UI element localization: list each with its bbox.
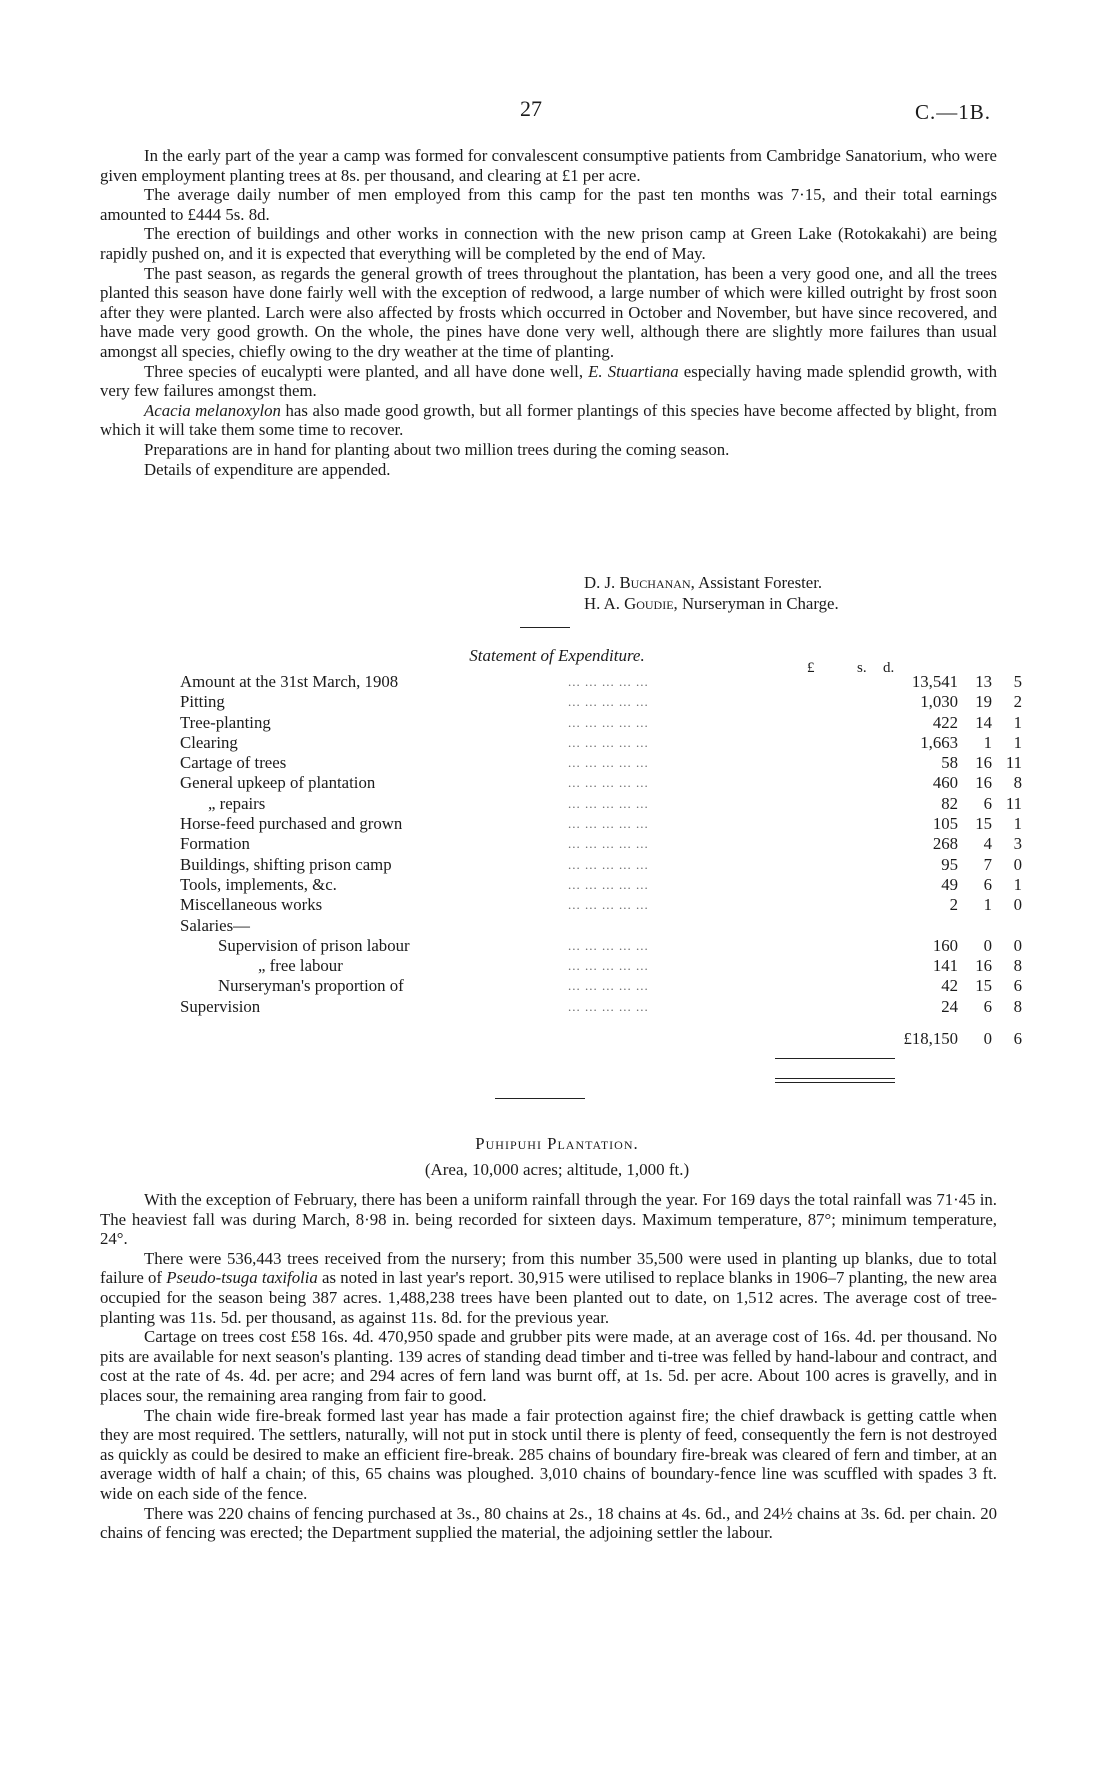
amount-shillings: 1: [983, 732, 992, 752]
leader-dots: ... ... ... ... ...: [568, 836, 649, 852]
amount-pence: 1: [1013, 732, 1022, 752]
amount-shillings: [958, 916, 992, 936]
leader-dots: ... ... ... ... ...: [568, 998, 649, 1014]
shillings-header: s.: [857, 660, 867, 676]
amount-pounds: 95: [941, 854, 958, 874]
leader-dots: ... ... ... ... ...: [568, 897, 649, 913]
leader-dots: ... ... ... ... ...: [568, 978, 649, 994]
paragraph-growth: The past season, as regards the general growth of trees throughout the plantation, has been a very good one, and all the trees planted this season have done fairly well with the exception of redwood, a large number of which were killed outright by frost soon after they were planted. Larch were also affected by frosts which occurred in October and November, but have since recovered, and have made very good growth. On the whole, the pines have done very well, although there are slightly more failures than usual amongst all species, chiefly owing to the dry weather at the time of planting.: [100, 263, 997, 361]
expenditure-label: Clearing: [180, 732, 238, 752]
amount-pence: 0: [1013, 895, 1022, 915]
amount-shillings: 6: [983, 874, 992, 894]
leader-dots: ... ... ... ... ...: [568, 775, 649, 791]
expenditure-row: [180, 814, 1022, 834]
amount-pounds: 268: [932, 834, 958, 854]
acacia-text: has also made good growth, but all former plantings of this species have become affected by blight, from which it will take them some time to recover.: [100, 400, 997, 440]
expenditure-label: Nurseryman's proportion of: [218, 976, 404, 996]
paragraph-trees: There were 536,443 trees received from the nursery; from this number 35,500 were used in planting up blanks, due to total failure of Pseudo-tsuga taxifolia as noted in last year's report. 30,915 were utilised to replace blanks in 1906–7 planting, the new area occupied for the season being 387 acres. 1,488,238 trees have been planted out to date, on 1,512 acres. The average cost of tree-planting was 11s. 5d. per thousand, as against 11s. 8d. for the previous year.: [100, 1248, 997, 1327]
amount-pounds: 24: [941, 996, 958, 1016]
amount-pence: 8: [1013, 773, 1022, 793]
expenditure-label: Horse-feed purchased and grown: [180, 814, 403, 834]
amount-shillings: 16: [975, 773, 992, 793]
amount-shillings: 15: [975, 976, 992, 996]
amount-shillings: 0: [983, 935, 992, 955]
leader-dots: ... ... ... ... ...: [568, 816, 649, 832]
leader-dots: ... ... ... ... ...: [568, 795, 649, 811]
page-number: 27: [520, 96, 542, 121]
amount-pence: 1: [1013, 874, 1022, 894]
expenditure-row: [180, 855, 1022, 875]
eucalypti-species: E. Stuartiana: [588, 361, 679, 381]
expenditure-label: Tools, implements, &c.: [180, 874, 337, 894]
amount-shillings: 19: [975, 692, 992, 712]
leader-dots: ... ... ... ... ...: [568, 694, 649, 710]
amount-pence: 8: [1013, 956, 1022, 976]
total-shillings: 0: [983, 1029, 992, 1049]
paragraph-acacia: [100, 401, 997, 440]
divider-short: [520, 627, 570, 628]
amount-pence: 2: [1013, 692, 1022, 712]
pence-header: d.: [883, 660, 895, 676]
expenditure-row: [180, 976, 1022, 996]
amount-pounds: 460: [932, 773, 958, 793]
amount-shillings: 1: [983, 895, 992, 915]
expenditure-row: [180, 875, 1022, 895]
amount-pounds: 58: [941, 753, 958, 773]
amount-pounds: [858, 916, 958, 936]
amount-shillings: 14: [975, 712, 992, 732]
amount-pounds: 49: [941, 874, 958, 894]
amount-shillings: 16: [975, 956, 992, 976]
amount-pence: 11: [1005, 753, 1022, 773]
amount-shillings: 13: [975, 672, 992, 691]
paragraph-camp: In the early part of the year a camp was formed for convalescent consumptive patients from Cambridge Sanatorium, who were given employment planting trees at 8s. per thousand, and clearing at £1 per acre.: [100, 146, 997, 185]
amount-pounds: 105: [932, 814, 958, 834]
expenditure-row: [180, 997, 1022, 1017]
expenditure-label: „ free labour: [258, 956, 343, 976]
expenditure-label: Supervision: [180, 996, 261, 1016]
total-rule-bottom-2: [775, 1082, 895, 1083]
amount-pence: 0: [1013, 854, 1022, 874]
total-rule-top: [775, 1058, 895, 1059]
amount-shillings: 6: [983, 793, 992, 813]
expenditure-label: Amount at the 31st March, 1908: [180, 672, 399, 691]
page-header: [0, 96, 1114, 126]
expenditure-table: [180, 672, 1022, 1049]
leader-dots: ... ... ... ... ...: [568, 734, 649, 750]
paragraph-cartage: Cartage on trees cost £58 16s. 4d. 470,950 spade and grubber pits were made, at an average cost of 16s. 4d. per thousand. No pits are available for next season's planting. 139 acres of standing dead timber and ti-tree was felled by hand-labour and contract, and cost at the rate of 4s. 4d. per acre; and 294 acres of fern land was burnt off, at 1s. 5d. per acre. About 100 acres is gravelly, and in places sour, the remaining area ranging from fair to good.: [100, 1327, 997, 1405]
total-row: [180, 1029, 1022, 1049]
amount-pence: 3: [1013, 834, 1022, 854]
leader-dots: ... ... ... ... ...: [568, 755, 649, 771]
paragraph-eucalypti: [100, 362, 997, 401]
leader-dots: ... ... ... ... ...: [568, 856, 649, 872]
paragraph-fencing: There was 220 chains of fencing purchased at 3s., 80 chains at 2s., 18 chains at 4s. 6d., and 24½ chains at 3s. 6d. per chain. 20 chains of fencing was erected; the Department supplied the material, the adjoining settler the labour.: [100, 1503, 997, 1543]
expenditure-label: Pitting: [180, 692, 225, 712]
amount-pounds: 160: [932, 935, 958, 955]
intro-text: [100, 146, 997, 479]
expenditure-label: Salaries—: [180, 915, 250, 935]
leader-dots: [568, 916, 858, 936]
amount-shillings: 15: [975, 814, 992, 834]
amount-pounds: 2: [949, 895, 958, 915]
document-reference: C.—1B.: [915, 100, 992, 124]
amount-pence: 11: [1005, 793, 1022, 813]
total-rule-bottom-1: [775, 1078, 895, 1079]
expenditure-label: General upkeep of plantation: [180, 773, 376, 793]
pounds-header: £: [807, 660, 815, 676]
expenditure-row: [180, 692, 1022, 712]
statement-title: Statement of Expenditure.: [469, 646, 645, 665]
eucalypti-text-1: Three species of eucalypti were planted, and all have done well,: [144, 361, 589, 381]
amount-pence: 8: [1013, 996, 1022, 1016]
expenditure-row: [180, 773, 1022, 793]
amount-pounds: 42: [941, 976, 958, 996]
leader-dots: ... ... ... ... ...: [568, 937, 649, 953]
section-title: Puhipuhi Plantation.: [475, 1134, 639, 1153]
amount-shillings: 4: [983, 834, 992, 854]
expenditure-label: Buildings, shifting prison camp: [180, 854, 392, 874]
signature-buchanan: D. J. Buchanan, Assistant Forester.: [584, 573, 823, 592]
amount-pence: 0: [1013, 935, 1022, 955]
pseudotsuga-species: Pseudo-tsuga taxifolia: [166, 1268, 318, 1288]
expenditure-row: [180, 672, 1022, 692]
amount-pounds: 422: [932, 712, 958, 732]
amount-pounds: 141: [932, 956, 958, 976]
amount-shillings: 7: [983, 854, 992, 874]
amount-pounds: 1,030: [920, 692, 958, 712]
signature-goudie: H. A. Goudie, Nurseryman in Charge.: [584, 594, 839, 613]
paragraph-buildings: The erection of buildings and other works in connection with the new prison camp at Green Lake (Rotokakahi) are being rapidly pushed on, and it is expected that everything will be completed by the end of May.: [100, 224, 997, 263]
expenditure-row: [180, 794, 1022, 814]
amount-pounds: 82: [941, 793, 958, 813]
amount-pounds: 1,663: [920, 732, 958, 752]
eucalypti-text-2: especially having made splendid growth, with very few failures amongst them.: [100, 361, 997, 401]
acacia-species: Acacia melanoxylon: [144, 400, 281, 420]
total-pence: 6: [1013, 1029, 1022, 1049]
leader-dots: ... ... ... ... ...: [568, 876, 649, 892]
paragraph-fire-break: The chain wide fire-break formed last year has made a fair protection against fire; the chief drawback is getting cattle when they are most required. The settlers, naturally, will not put in stock until there is plenty of feed, consequently the fern is not destroyed as quickly as could be desired to make an efficient fire-break. 285 chains of boundary fire-break was cleared of fern and timber, at an average width of half a chain; of this, 65 chains was ploughed. 3,010 chains of boundary-fence line was scuffled with spades 3 ft. wide on each side of the fence.: [100, 1405, 997, 1503]
expenditure-row: [180, 834, 1022, 854]
expenditure-row: [180, 713, 1022, 733]
expenditure-row: [180, 733, 1022, 753]
expenditure-row: [180, 936, 1022, 956]
expenditure-label: „ repairs: [208, 793, 266, 813]
amount-pence: 1: [1013, 814, 1022, 834]
spacer-row: [180, 1017, 1022, 1029]
expenditure-label: Tree-planting: [180, 712, 271, 732]
paragraph-preparations: Preparations are in hand for planting about two million trees during the coming season.: [144, 439, 730, 459]
paragraph-details: Details of expenditure are appended.: [144, 459, 391, 479]
amount-pence: 6: [1013, 976, 1022, 996]
expenditure-label: Formation: [180, 834, 250, 854]
leader-dots: ... ... ... ... ...: [568, 674, 649, 689]
leader-dots: ... ... ... ... ...: [568, 958, 649, 974]
expenditure-label: Miscellaneous works: [180, 895, 323, 915]
amount-pence: 1: [1013, 712, 1022, 732]
expenditure-row: [180, 916, 1022, 936]
amount-pounds: 13,541: [911, 672, 958, 691]
expenditure-row: [180, 895, 1022, 915]
divider-section: [495, 1098, 585, 1099]
amount-pence: [992, 916, 1022, 936]
expenditure-label: Supervision of prison labour: [218, 935, 410, 955]
paragraph-rainfall: With the exception of February, there has been a uniform rainfall through the year. For 169 days the total rainfall was 71·45 in. The heaviest fall was during March, 8·98 in. being recorded for sixteen days. Maximum temperature, 87°; minimum temperature, 24°.: [100, 1190, 997, 1249]
amount-pence: 5: [1013, 672, 1022, 691]
section-subtitle: (Area, 10,000 acres; altitude, 1,000 ft.): [424, 1160, 690, 1179]
expenditure-row: [180, 753, 1022, 773]
amount-shillings: 16: [975, 753, 992, 773]
leader-dots: ... ... ... ... ...: [568, 714, 649, 730]
total-pounds: £18,150: [903, 1029, 958, 1049]
expenditure-row: [180, 956, 1022, 976]
signature-block: [584, 572, 839, 614]
amount-shillings: 6: [983, 996, 992, 1016]
expenditure-label: Cartage of trees: [180, 753, 287, 773]
paragraph-earnings: The average daily number of men employed from this camp for the past ten months was 7·15, and their total earnings amounted to £444 5s. 8d.: [100, 185, 997, 224]
puhipuhi-text: [100, 1190, 997, 1543]
